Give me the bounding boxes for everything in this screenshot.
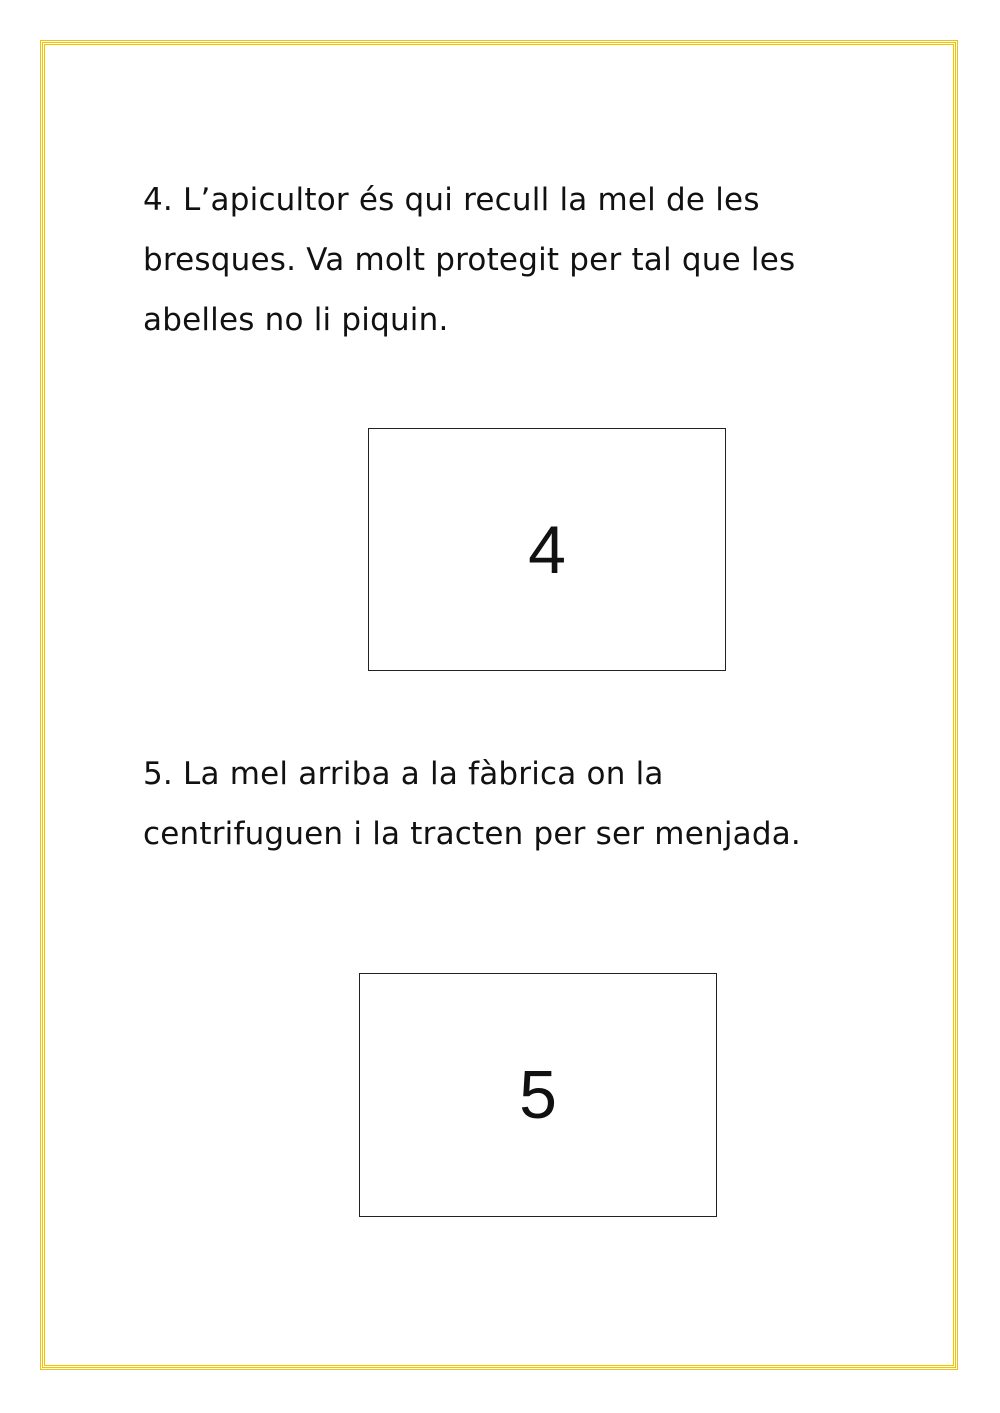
step-5-line-1: 5. La mel arriba a la fàbrica on la bbox=[143, 756, 664, 792]
step-4-line-2: bresques. Va molt protegit per tal que les bbox=[143, 242, 796, 278]
step-5-line-2: centrifuguen i la tracten per ser menjada. bbox=[143, 816, 801, 852]
step-4-number-box[interactable] bbox=[368, 428, 726, 671]
step-5-box-number: 5 bbox=[519, 1057, 557, 1133]
step-4-box-number: 4 bbox=[528, 511, 566, 588]
step-4-line-3: abelles no li piquin. bbox=[143, 302, 449, 338]
step-4-line-1: 4. L’apicultor és qui recull la mel de les bbox=[143, 182, 760, 218]
step-5-number-box[interactable] bbox=[359, 973, 717, 1217]
step-4-text bbox=[143, 170, 903, 350]
step-5-text bbox=[143, 744, 903, 864]
